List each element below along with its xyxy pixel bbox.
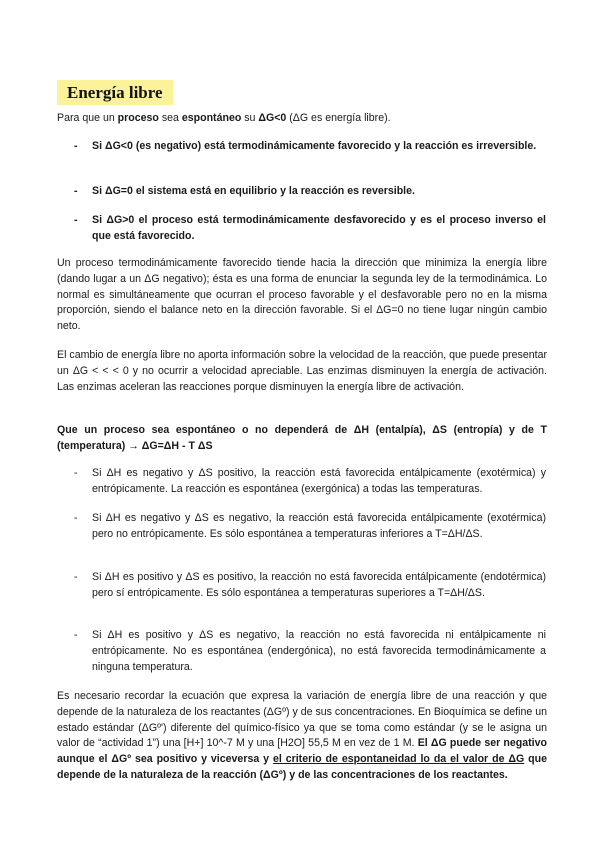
list-item-text: Si ΔH es negativo y ΔS positivo, la reacción está favorecida entálpicamente (exotérmica) y entrópicamente. La reacción es espontánea (exergónica) a todas las temperaturas.: [92, 467, 546, 495]
list-item: [74, 466, 546, 498]
dash-bullet: -: [74, 629, 78, 641]
list-item: [74, 628, 546, 675]
list-item-text: Si ΔH es negativo y ΔS es negativo, la reacción está favorecida entálpicamente (exotérmica) pero no entrópicamente. Es sólo espontánea a temperaturas inferiores a T=ΔH/ΔS.: [92, 512, 546, 540]
intro-paragraph: Para que un proceso sea espontáneo su ΔG<0 (ΔG es energía libre).: [57, 112, 391, 124]
paragraph: El cambio de energía libre no aporta información sobre la velocidad de la reacción, que puede presentar un ΔG < < < 0 y no ocurrir a velocidad apreciable. Las enzimas disminuyen la energía de activación. Las enzimas aceleran las reacciones porque disminuyen la energía libre de activación.: [57, 349, 547, 393]
list-item: [74, 511, 546, 543]
final-paragraph: Es necesario recordar la ecuación que expresa la variación de energía libre de una reacción y que depende de la naturaleza de los reactantes (ΔGº) y de sus concentraciones. En Bioquímica se define un estado estándar (ΔGº') diferente del químico-físico ya que se toma como estándar (y se le asigna un valor de “actividad 1”) una [H+] 10^-7 M y una [H2O] 55,5 M en vez de 1 M. El ΔG puede ser negativo aunque el ΔGº sea positivo y viceversa y el criterio de espontaneidad lo da el valor de ΔG que depende de la naturaleza de la reacción (ΔGº) y de las concentraciones de los reactantes.: [57, 690, 548, 781]
dash-bullet: -: [74, 185, 78, 197]
list-item-text: Si ΔG=0 el sistema está en equilibrio y la reacción es reversible.: [92, 185, 415, 197]
list-item: [74, 570, 546, 602]
dash-bullet: -: [74, 467, 78, 479]
list-item-text: Si ΔH es positivo y ΔS es positivo, la reacción no está favorecida entálpicamente (endotérmica) pero sí entrópicamente. Es sólo espontánea a temperaturas superiores a T=ΔH/ΔS.: [92, 571, 546, 599]
dash-bullet: -: [74, 512, 78, 524]
dash-bullet: -: [74, 140, 78, 152]
emphasis-underlined: el criterio de espontaneidad lo da el valor de ΔG: [272, 753, 525, 766]
list-item-text: Si ΔG>0 el proceso está termodinámicamente desfavorecido y es el proceso inverso el que está favorecido.: [92, 214, 546, 242]
list-item: [74, 184, 546, 200]
list-item: [74, 139, 546, 155]
dash-bullet: -: [74, 214, 78, 226]
subheading: Que un proceso sea espontáneo o no dependerá de ΔH (entalpía), ΔS (entropía) y de T (temperatura) → ΔG=ΔH - T ΔS: [57, 424, 547, 452]
paragraph: Un proceso termodinámicamente favorecido tiende hacia la dirección que minimiza la energía libre (dando lugar a un ΔG negativo); ésta es una forma de enunciar la segunda ley de la termodinámica. Lo normal es simultáneamente que ocurran el proceso favorable y el desfavorable pero no en la misma proporción, siendo el balance neto en la dirección favorable. Si el ΔG=0 no tiene lugar ningún cambio neto.: [57, 257, 547, 333]
section-title: Energía libre: [57, 80, 173, 105]
list-item: [74, 213, 546, 245]
list-item-text: Si ΔH es positivo y ΔS es negativo, la reacción no está favorecida ni entálpicamente ni entrópicamente. No es espontánea (endergónica), no está favorecida termodinámicamente a ninguna temperatura.: [92, 629, 546, 673]
dash-bullet: -: [74, 571, 78, 583]
list-item-text: Si ΔG<0 (es negativo) está termodinámicamente favorecido y la reacción es irreversible.: [92, 140, 537, 152]
